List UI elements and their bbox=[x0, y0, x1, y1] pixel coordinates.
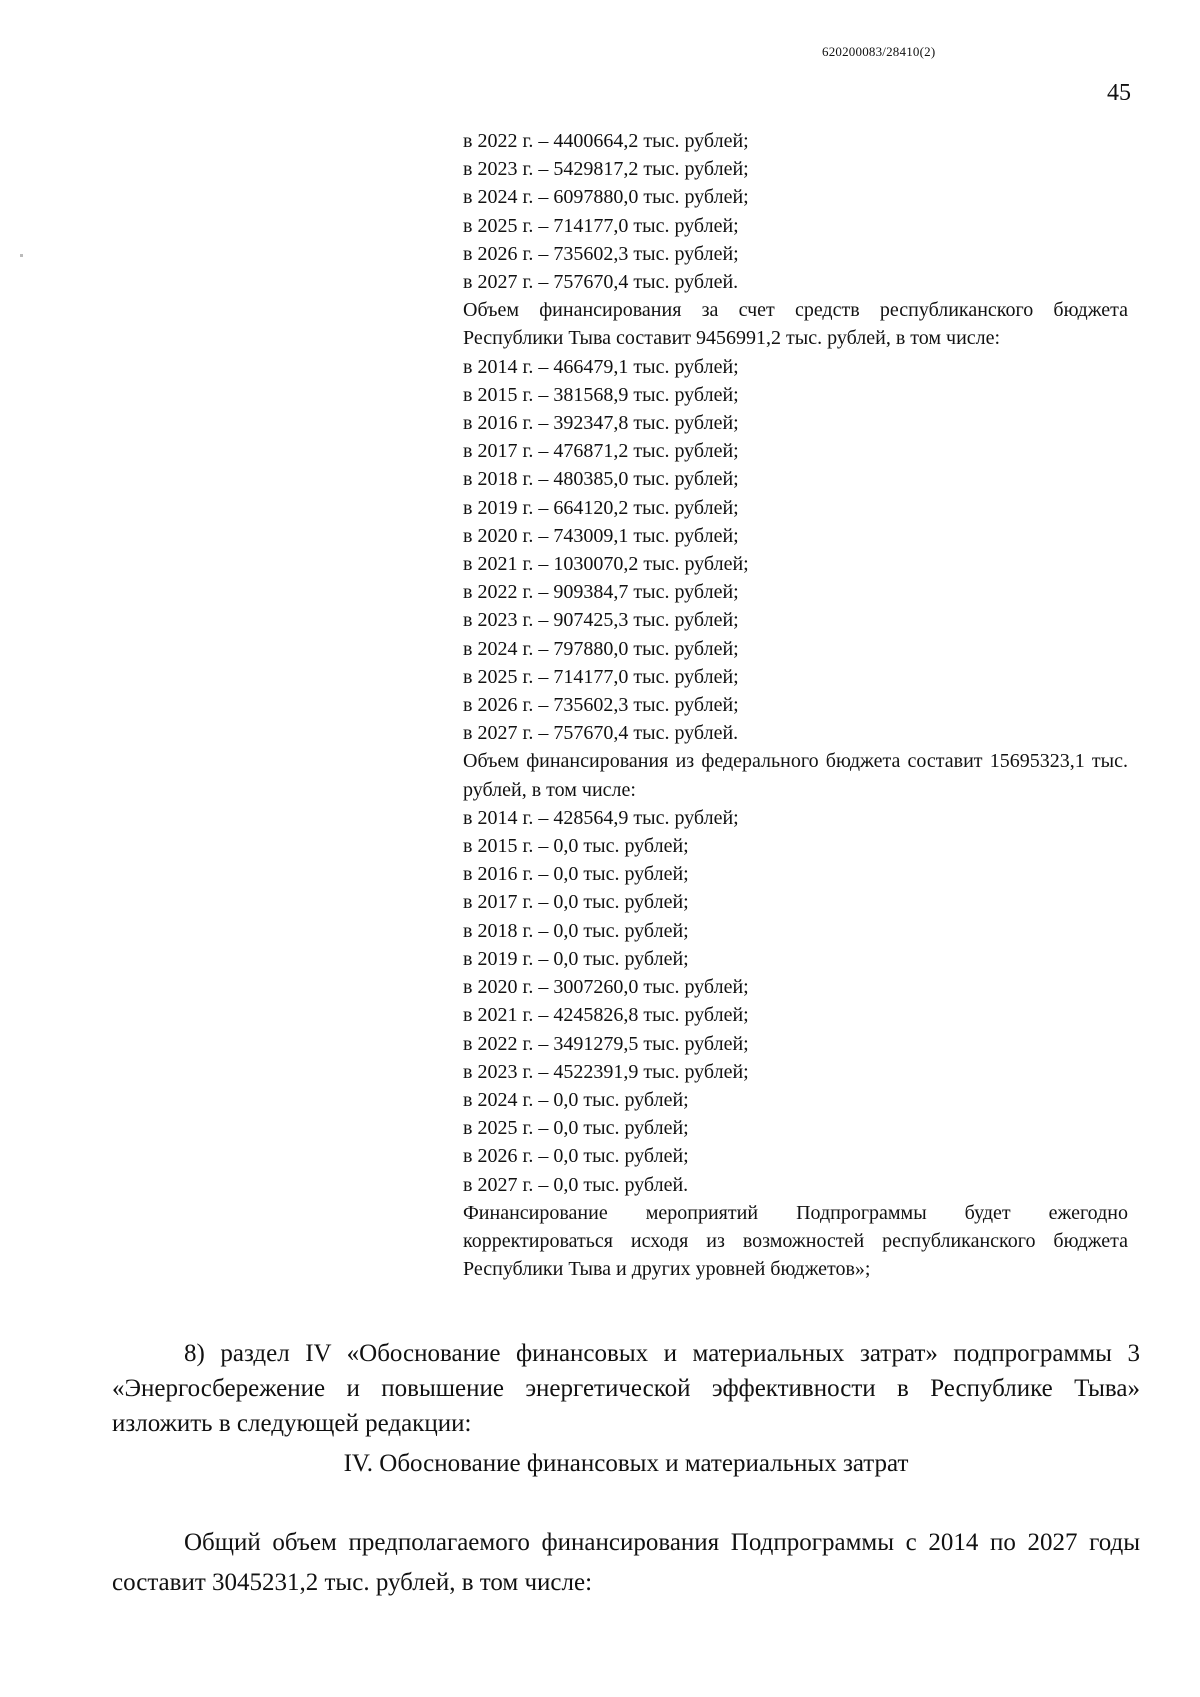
regional-year-line: в 2020 г. – 743009,1 тыс. рублей; bbox=[463, 524, 739, 547]
federal-year-line: в 2022 г. – 3491279,5 тыс. рублей; bbox=[463, 1032, 749, 1055]
regional-year-line: в 2026 г. – 735602,3 тыс. рублей; bbox=[463, 694, 739, 717]
federal-year-line: в 2015 г. – 0,0 тыс. рублей; bbox=[463, 835, 689, 858]
regional-year-line: в 2019 г. – 664120,2 тыс. рублей; bbox=[463, 496, 739, 519]
intro-year-line: в 2022 г. – 4400664,2 тыс. рублей; bbox=[463, 130, 749, 152]
regional-funding-intro: Объем финансирования за счет средств республиканского бюджета Республики Тыва составит 9456991,2 тыс. рублей, в том числе: bbox=[463, 299, 1128, 350]
regional-year-line: в 2017 г. – 476871,2 тыс. рублей; bbox=[463, 440, 739, 463]
intro-year-line: в 2027 г. – 757670,4 тыс. рублей. bbox=[463, 271, 739, 294]
document-id: 620200083/28410(2) bbox=[822, 44, 936, 59]
federal-year-line: в 2024 г. – 0,0 тыс. рублей; bbox=[463, 1088, 689, 1111]
regional-year-line: в 2027 г. – 757670,4 тыс. рублей. bbox=[463, 722, 739, 745]
federal-year-line: в 2025 г. – 0,0 тыс. рублей; bbox=[463, 1117, 689, 1140]
federal-year-line: в 2020 г. – 3007260,0 тыс. рублей; bbox=[463, 976, 749, 999]
federal-year-line: в 2026 г. – 0,0 тыс. рублей; bbox=[463, 1145, 689, 1168]
regional-year-line: в 2021 г. – 1030070,2 тыс. рублей; bbox=[463, 553, 749, 576]
federal-year-list bbox=[463, 804, 1128, 1199]
regional-year-list bbox=[463, 353, 1128, 748]
intro-year-list bbox=[463, 127, 1128, 296]
intro-year-line: в 2024 г. – 6097880,0 тыс. рублей; bbox=[463, 186, 749, 209]
regional-year-line: в 2023 г. – 907425,3 тыс. рублей; bbox=[463, 609, 739, 632]
intro-year-line: в 2025 г. – 714177,0 тыс. рублей; bbox=[463, 214, 739, 237]
intro-year-line: в 2023 г. – 5429817,2 тыс. рублей; bbox=[463, 158, 749, 181]
federal-year-line: в 2023 г. – 4522391,9 тыс. рублей; bbox=[463, 1060, 749, 1083]
federal-year-line: в 2017 г. – 0,0 тыс. рублей; bbox=[463, 891, 689, 914]
total-funding-paragraph: Общий объем предполагаемого финансирования Подпрограммы с 2014 по 2027 годы составит 3045231,2 тыс. рублей, в том числе: bbox=[112, 1529, 1140, 1596]
regional-year-line: в 2014 г. – 466479,1 тыс. рублей; bbox=[463, 355, 739, 378]
regional-year-line: в 2025 г. – 714177,0 тыс. рублей; bbox=[463, 665, 739, 688]
scan-mark bbox=[20, 254, 23, 257]
federal-year-line: в 2014 г. – 428564,9 тыс. рублей; bbox=[463, 806, 739, 829]
federal-year-line: в 2018 г. – 0,0 тыс. рублей; bbox=[463, 919, 689, 942]
funding-closing-note: Финансирование мероприятий Подпрограммы будет ежегодно корректироваться исходя из возможностей республиканского бюджета Республики Тыва и других уровней бюджетов»; bbox=[463, 1201, 1128, 1281]
regional-year-line: в 2022 г. – 909384,7 тыс. рублей; bbox=[463, 581, 739, 604]
funding-column bbox=[463, 127, 1128, 1283]
regional-year-line: в 2018 г. – 480385,0 тыс. рублей; bbox=[463, 468, 739, 491]
regional-year-line: в 2015 г. – 381568,9 тыс. рублей; bbox=[463, 383, 739, 406]
section-heading: IV. Обоснование финансовых и материальных затрат bbox=[343, 1450, 909, 1477]
federal-year-line: в 2021 г. – 4245826,8 тыс. рублей; bbox=[463, 1004, 749, 1027]
regional-year-line: в 2024 г. – 797880,0 тыс. рублей; bbox=[463, 637, 739, 660]
federal-year-line: в 2027 г. – 0,0 тыс. рублей. bbox=[463, 1173, 689, 1196]
federal-year-line: в 2016 г. – 0,0 тыс. рублей; bbox=[463, 863, 689, 886]
regional-year-line: в 2016 г. – 392347,8 тыс. рублей; bbox=[463, 412, 739, 435]
page-number: 45 bbox=[1107, 80, 1131, 106]
intro-year-line: в 2026 г. – 735602,3 тыс. рублей; bbox=[463, 242, 739, 265]
federal-year-line: в 2019 г. – 0,0 тыс. рублей; bbox=[463, 947, 689, 970]
federal-funding-intro: Объем финансирования из федерального бюджета составит 15695323,1 тыс. рублей, в том числе: bbox=[463, 750, 1128, 801]
item-8-paragraph: 8) раздел IV «Обоснование финансовых и материальных затрат» подпрограммы 3 «Энергосбережение и повышение энергетической эффективности в Республике Тыва» изложить в следующей редакции: bbox=[112, 1340, 1140, 1437]
